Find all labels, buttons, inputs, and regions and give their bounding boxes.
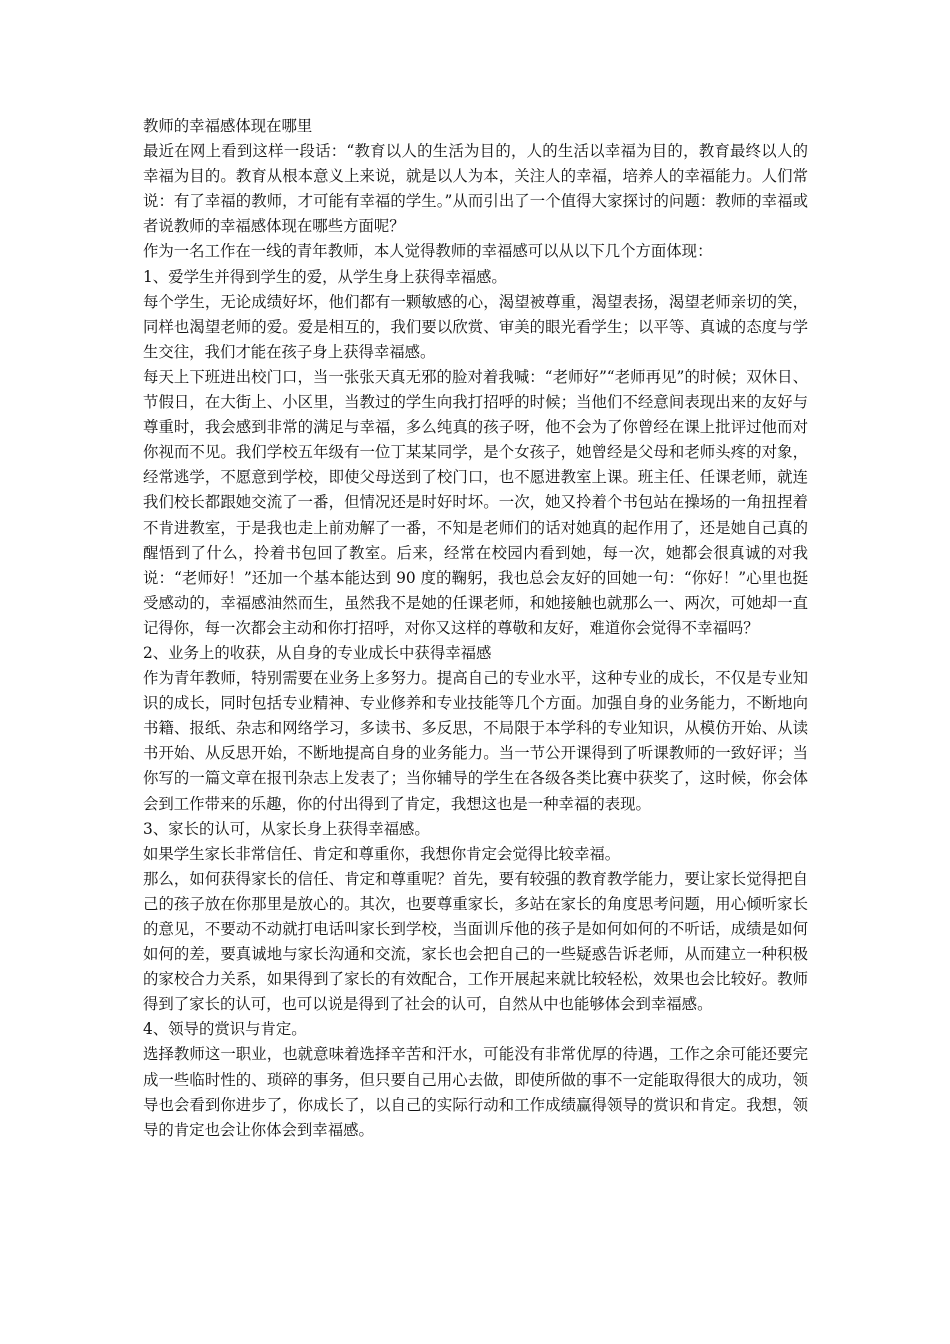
paragraph-section-4: 选择教师这一职业，也就意味着选择辛苦和汗水，可能没有非常优厚的待遇，工作之余可能还要完成一些临时性的、琐碎的事务，但只要自己用心去做，即使所做的事不一定能取得很大的成功，领导也会看到你进步了，你成长了，以自己的实际行动和工作成绩赢得领导的赏识和肯定。我想，领导的肯定也会让你体会到幸福感。 — [143, 1045, 808, 1139]
paragraph-section-1a: 每个学生，无论成绩好坏，他们都有一颗敏感的心，渴望被尊重，渴望表扬，渴望老师亲切的笑，同样也渴望老师的爱。爱是相互的，我们要以欣赏、审美的眼光看学生；以平等、真诚的态度与学生交往，我们才能在孩子身上获得幸福感。 — [143, 292, 808, 361]
section-heading-3: 3、家长的认可，从家长身上获得幸福感。 — [143, 819, 430, 838]
paragraph-section-3b: 那么，如何获得家长的信任、肯定和尊重呢？首先，要有较强的教育教学能力，要让家长觉得把自己的孩子放在你那里是放心的。其次，也要尊重家长，多站在家长的角度思考问题，用心倾听家长的意见，不要动不动就打电话叫家长到学校，当面训斥他的孩子是如何如何的不听话，成绩是如何如何的差，要真诚地与家长沟通和交流，家长也会把自己的一些疑惑告诉老师，从而建立一种积极的家校合力关系，如果得到了家长的有效配合，工作开展起来就比较轻松，效果也会比较好。教师得到了家长的认可，也可以说是得到了社会的认可，自然从中也能够体会到幸福感。 — [143, 869, 808, 1014]
document-body — [143, 114, 808, 1143]
section-heading-2: 2、业务上的收获，从自身的专业成长中获得幸福感 — [143, 643, 492, 662]
paragraph-section-2: 作为青年教师，特别需要在业务上多努力。提高自己的专业水平，这种专业的成长，不仅是专业知识的成长，同时包括专业精神、专业修养和专业技能等几个方面。加强自身的业务能力，不断地向书籍、报纸、杂志和网络学习，多读书、多反思，不局限于本学科的专业知识，从模仿开始、从读书开始、从反思开始，不断地提高自身的业务能力。当一节公开课得到了听课教师的一致好评；当你写的一篇文章在报刊杂志上发表了；当你辅导的学生在各级各类比赛中获奖了，这时候，你会体会到工作带来的乐趣，你的付出得到了肯定，我想这也是一种幸福的表现。 — [143, 669, 808, 813]
document-title: 教师的幸福感体现在哪里 — [143, 117, 313, 135]
paragraph-section-1b: 每天上下班进出校门口，当一张张天真无邪的脸对着我喊：“老师好”“老师再见”的时候；双休日、节假日，在大街上、小区里，当教过的学生向我打招呼的时候；当他们不经意间表现出来的友好与尊重时，我会感到非常的满足与幸福，多么纯真的孩子呀，他不会为了你曾经在课上批评过他而对你视而不见。我们学校五年级有一位丁某某同学，是个女孩子，她曾经是父母和老师头疼的对象，经常逃学，不愿意到学校，即使父母送到了校门口，也不愿进教室上课。班主任、任课老师，就连我们校长都跟她交流了一番，但情况还是时好时坏。一次，她又拎着个书包站在操场的一角扭捏着不肯进教室，于是我也走上前劝解了一番，不知是老师们的话对她真的起作用了，还是她自己真的醒悟到了什么，拎着书包回了教室。后来，经常在校园内看到她，每一次，她都会很真诚的对我说：“老师好！”还加一个基本能达到 90 度的鞠躬，我也总会友好的回她一句：“你好！”心里也挺受感动的，幸福感油然而生，虽然我不是她的任课老师，和她接触也就那么一、两次，可她却一直记得你，每一次都会主动和你打招呼，对你又这样的尊敬和友好，难道你会觉得不幸福吗？ — [143, 367, 808, 637]
paragraph-overview: 作为一名工作在一线的青年教师，本人觉得教师的幸福感可以从以下几个方面体现： — [143, 242, 713, 261]
paragraph-section-3a: 如果学生家长非常信任、肯定和尊重你，我想你肯定会觉得比较幸福。 — [143, 844, 621, 863]
section-heading-4: 4、领导的赏识与肯定。 — [143, 1020, 307, 1039]
section-heading-1: 1、爱学生并得到学生的爱，从学生身上获得幸福感。 — [143, 267, 507, 286]
paragraph-intro: 最近在网上看到这样一段话：“教育以人的生活为目的，人的生活以幸福为目的，教育最终以人的幸福为目的。教育从根本意义上来说，就是以人为本，关注人的幸福，培养人的幸福能力。人们常说：有了幸福的教师，才可能有幸福的学生。”从而引出了一个值得大家探讨的问题：教师的幸福或者说教师的幸福感体现在哪些方面呢？ — [143, 142, 808, 236]
